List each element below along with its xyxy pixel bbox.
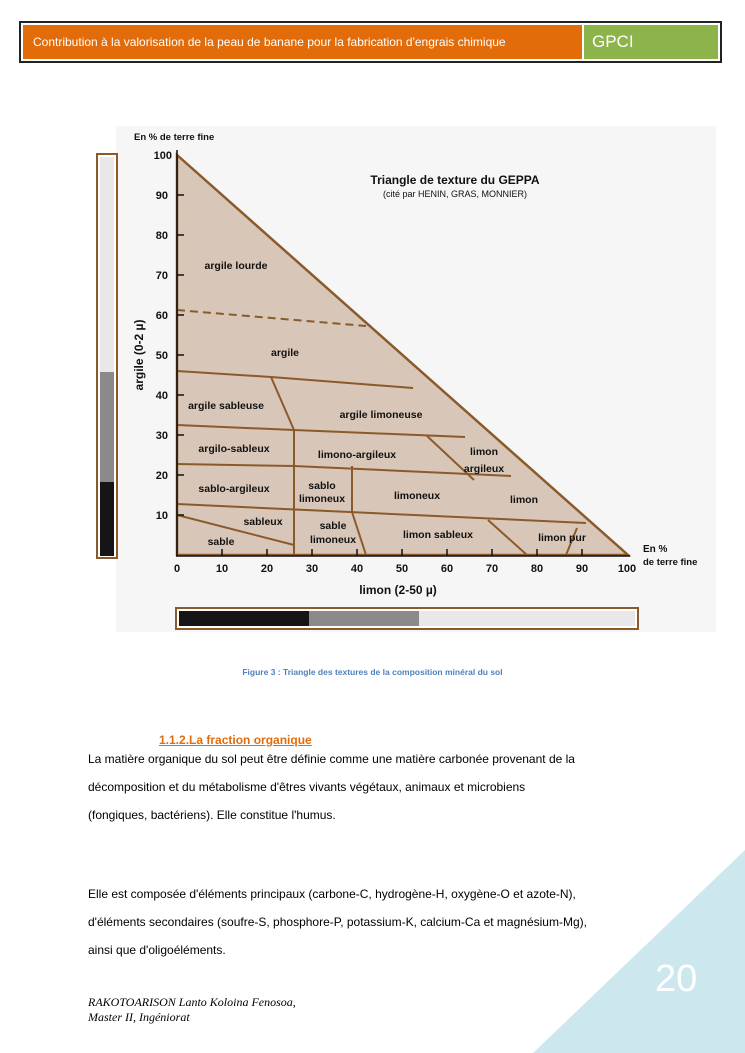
zone-label: argilo-sableux	[198, 443, 270, 455]
zone-label: limoneux	[298, 493, 346, 505]
header-title: Contribution à la valorisation de la peau de banane pour la fabrication d'engrais chimique	[23, 25, 582, 59]
y-tick-label: 100	[153, 150, 172, 162]
chart-subtitle: (cité par HENIN, GRAS, MONNIER)	[382, 189, 528, 199]
x-tick-label: 0	[173, 563, 181, 575]
y-axis-title: argile (0-2 µ)	[132, 319, 146, 391]
paragraph-line: ainsi que d'oligoéléments.	[88, 943, 226, 957]
zone-label: sablo	[308, 480, 336, 492]
zone-label: argile limoneuse	[339, 409, 423, 421]
author-degree: Master II, Ingéniorat	[88, 1010, 190, 1024]
y-tick-label: 90	[155, 190, 168, 202]
zone-label: argileux	[463, 463, 505, 475]
x-tick-label: 30	[305, 563, 319, 575]
zone-label: limoneux	[309, 534, 357, 546]
zone-label: limon sableux	[402, 529, 474, 541]
y-tick-label: 60	[155, 310, 168, 322]
y-tick-label: 80	[155, 230, 168, 242]
zone-label: limoneux	[393, 490, 441, 502]
x-axis-right-label-2: de terre fine	[643, 557, 698, 568]
x-tick-label: 70	[485, 563, 499, 575]
x-tick-label: 90	[575, 563, 589, 575]
paragraph-line: (fongiques, bactériens). Elle constitue l'humus.	[88, 808, 336, 822]
paragraph-line: d'éléments secondaires (soufre-S, phosphore-P, potassium-K, calcium-Ca et magnésium-Mg),	[88, 915, 587, 929]
chart-title: Triangle de texture du GEPPA	[370, 173, 540, 187]
paragraph-line: décomposition et du métabolisme d'êtres vivants végétaux, animaux et microbiens	[88, 780, 526, 794]
y-axis-top-label: En % de terre fine	[134, 132, 215, 143]
header-tag: GPCI	[584, 25, 718, 59]
zone-label: limon	[510, 494, 538, 506]
zone-label: sable	[207, 536, 235, 548]
zone-label: argile lourde	[204, 260, 268, 272]
vertical-grain-scale-bar	[97, 154, 117, 558]
x-tick-label: 40	[350, 563, 364, 575]
figure-caption: Figure 3 : Triangle des textures de la composition minéral du sol	[242, 667, 503, 677]
zone-label: limon	[470, 446, 498, 458]
zone-label: argile	[270, 347, 300, 359]
page-number: 20	[655, 958, 698, 1000]
zone-label: limono-argileux	[317, 449, 397, 461]
zone-label: sable	[319, 520, 347, 532]
paragraph-line: Elle est composée d'éléments principaux (carbone-C, hydrogène-H, oxygène-O et azote-N),	[88, 887, 576, 901]
zone-label: argile sableuse	[188, 400, 264, 412]
author-footer	[88, 995, 296, 1025]
x-tick-label: 60	[440, 563, 454, 575]
y-tick-label: 50	[155, 350, 168, 362]
paragraph-composition	[88, 880, 668, 964]
paragraph-line: La matière organique du sol peut être définie comme une matière carbonée provenant de la	[88, 752, 575, 766]
zone-label: sablo-argileux	[198, 483, 270, 495]
y-tick-label: 30	[155, 430, 168, 442]
x-axis-right-label-1: En %	[643, 544, 668, 555]
y-tick-label: 20	[155, 470, 168, 482]
x-axis-title: limon (2-50 µ)	[359, 583, 437, 597]
x-tick-label: 50	[395, 563, 409, 575]
zone-label: sableux	[243, 516, 283, 528]
section-heading: 1.1.2.La fraction organique	[159, 733, 312, 747]
y-tick-label: 40	[155, 390, 168, 402]
y-tick-label: 10	[155, 510, 168, 522]
y-tick-label: 70	[155, 270, 168, 282]
paragraph-organic-matter	[88, 745, 668, 829]
author-name: RAKOTOARISON Lanto Koloina Fenosoa,	[88, 995, 296, 1009]
x-tick-label: 10	[215, 563, 229, 575]
x-tick-label: 80	[530, 563, 544, 575]
horizontal-grain-scale-bar	[176, 608, 638, 629]
x-tick-label: 100	[617, 563, 637, 575]
x-tick-label: 20	[260, 563, 274, 575]
zone-label: limon pur	[538, 532, 586, 544]
